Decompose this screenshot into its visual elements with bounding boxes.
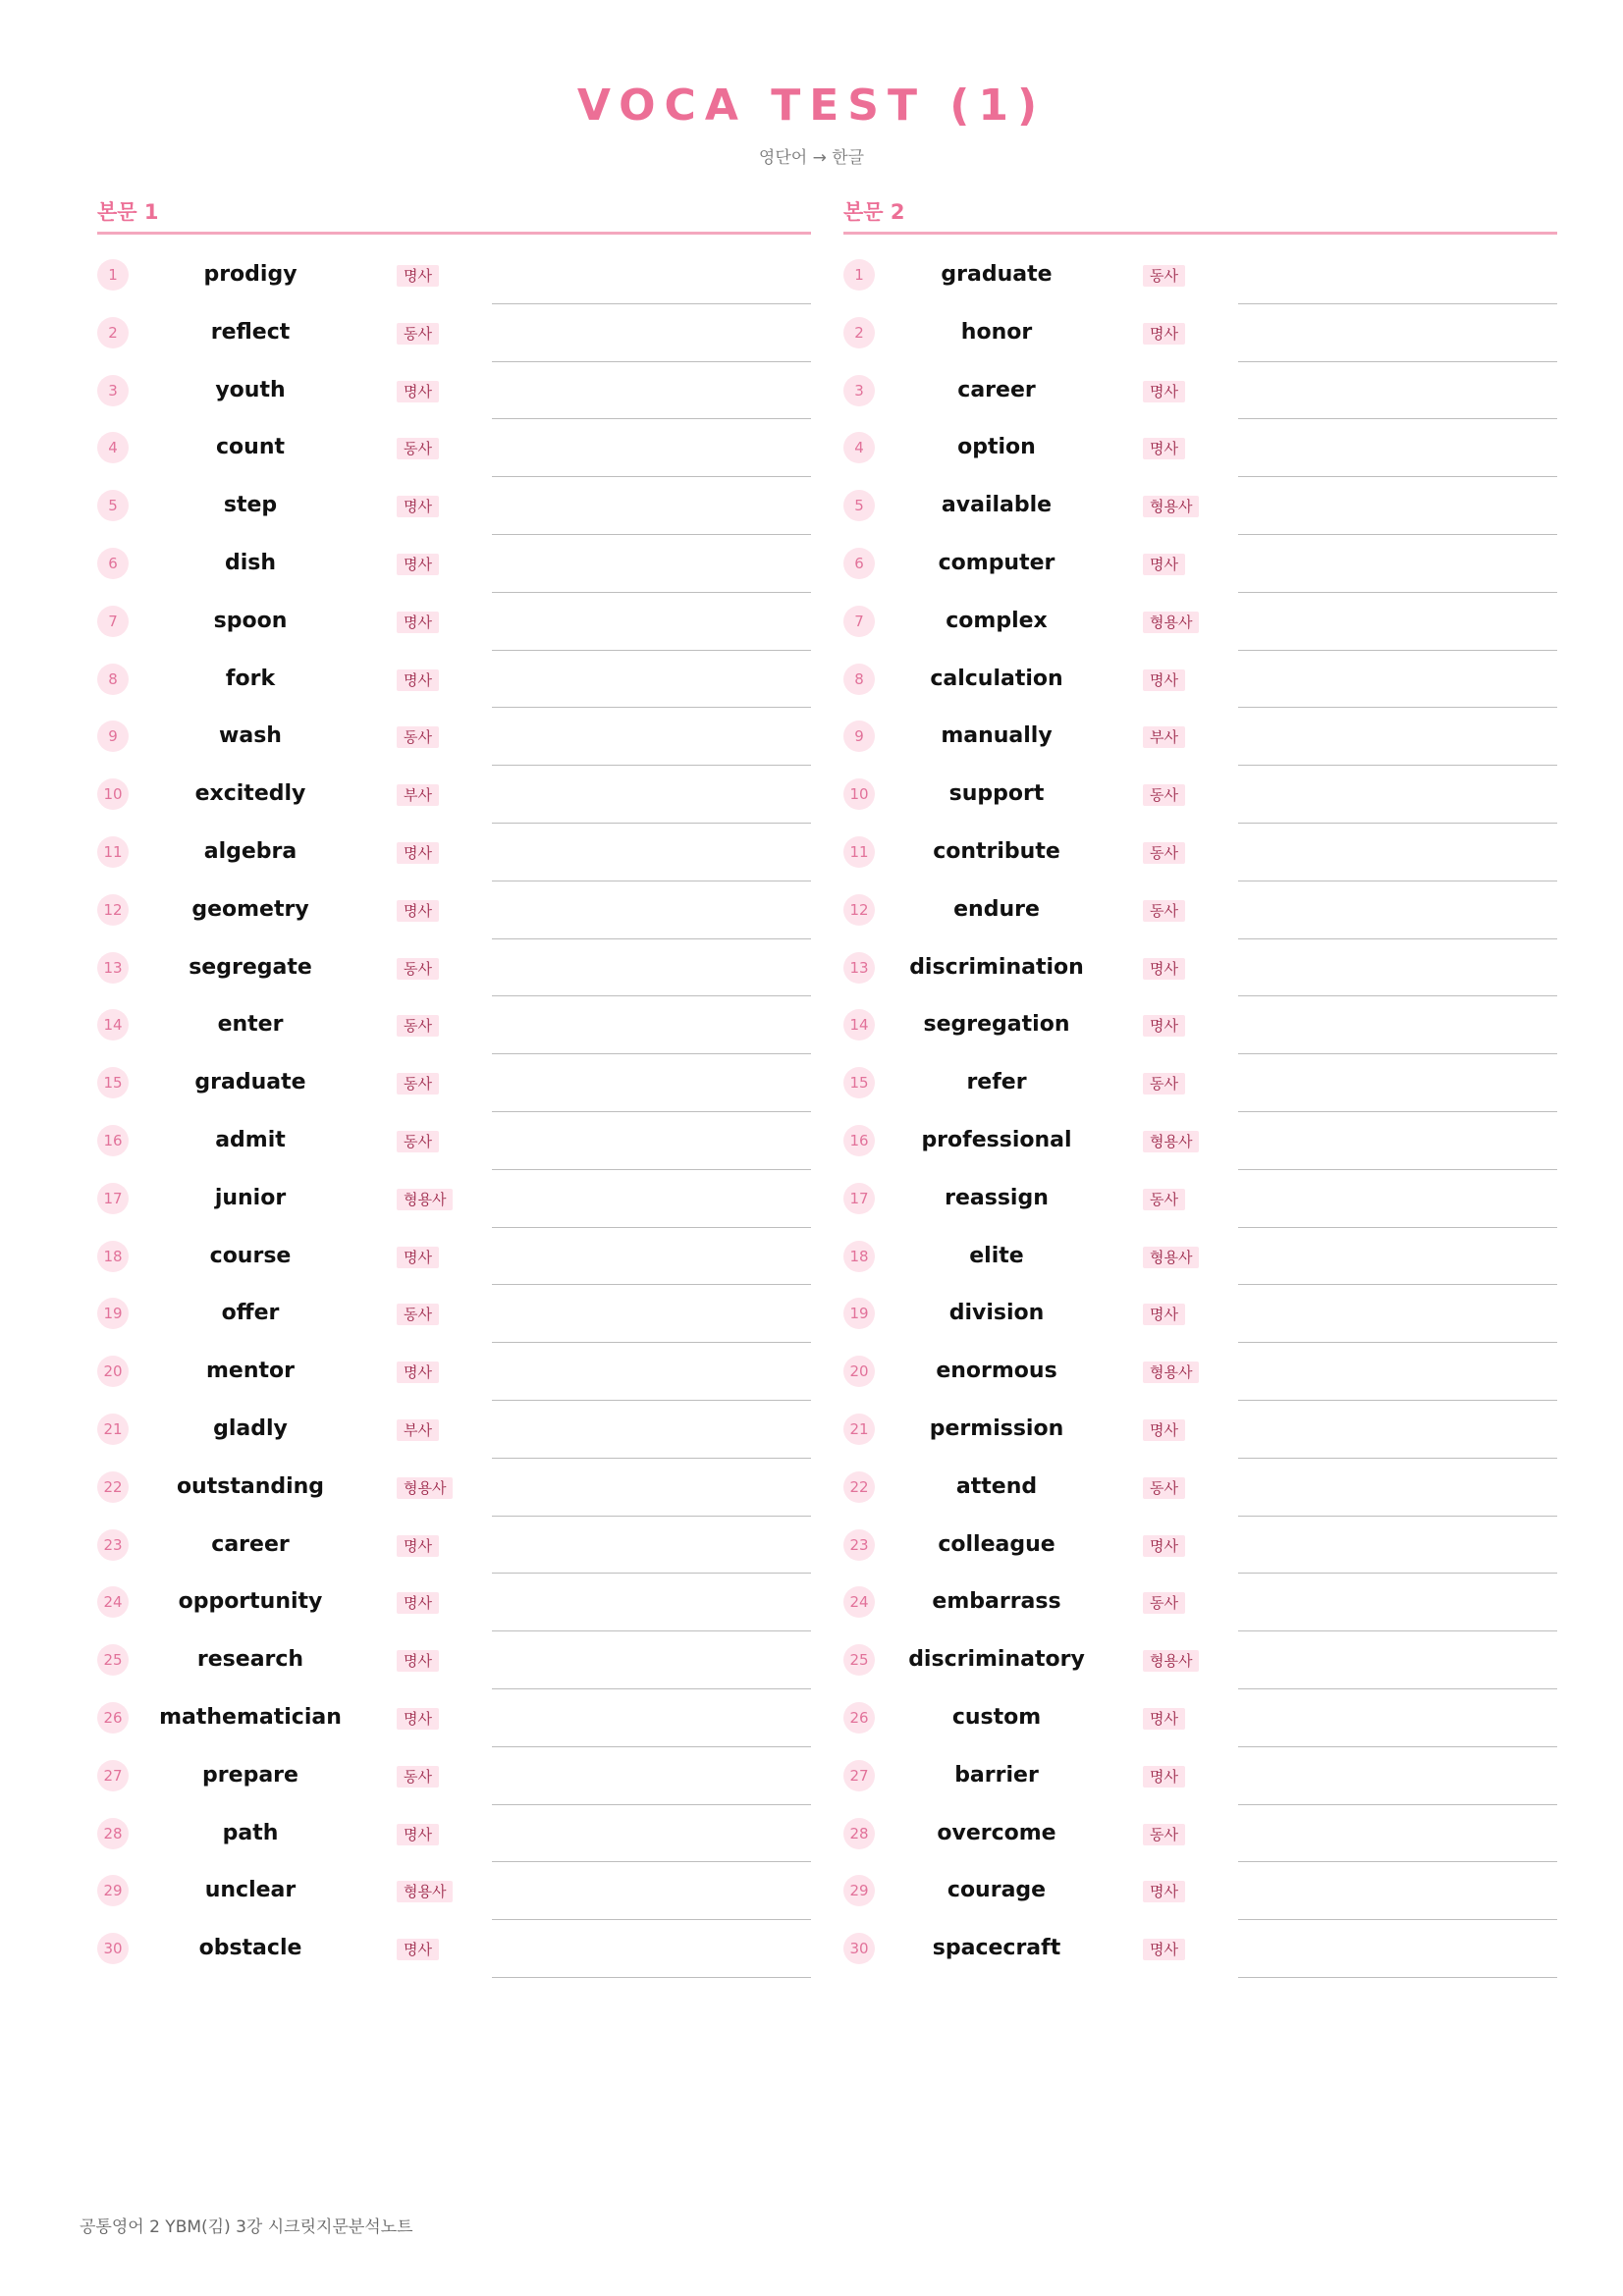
part-of-speech-tag: 명사 — [397, 1939, 439, 1960]
vocab-row — [97, 1343, 811, 1401]
item-number-badge: 11 — [843, 836, 875, 868]
vocab-row — [843, 1747, 1557, 1805]
vocab-row — [97, 1689, 811, 1747]
item-number-badge: 1 — [843, 259, 875, 291]
english-word: computer — [938, 550, 1055, 575]
english-word: complex — [946, 608, 1048, 633]
part-of-speech-tag: 명사 — [397, 1650, 439, 1672]
item-number-badge: 5 — [843, 490, 875, 521]
vocab-row — [97, 939, 811, 997]
vocab-row — [843, 1170, 1557, 1228]
item-number-badge: 5 — [97, 490, 129, 521]
english-word: reflect — [210, 319, 291, 345]
english-word: refer — [966, 1070, 1027, 1095]
english-word: career — [957, 377, 1036, 402]
english-word: manually — [941, 723, 1053, 749]
item-number-badge: 25 — [97, 1644, 129, 1676]
vocab-row — [97, 1401, 811, 1459]
answer-line[interactable] — [492, 1977, 811, 1978]
part-of-speech-tag: 형용사 — [1143, 1131, 1199, 1152]
section-divider — [97, 232, 811, 235]
english-word: wash — [219, 723, 282, 749]
part-of-speech-tag: 동사 — [1143, 1477, 1185, 1499]
item-number-badge: 14 — [97, 1009, 129, 1041]
english-word: spoon — [213, 608, 288, 633]
item-number-badge: 12 — [843, 894, 875, 926]
english-word: colleague — [938, 1531, 1055, 1557]
part-of-speech-tag: 동사 — [1143, 1189, 1185, 1210]
vocab-row — [843, 1689, 1557, 1747]
vocab-row — [843, 1401, 1557, 1459]
part-of-speech-tag: 동사 — [1143, 265, 1185, 287]
english-word: youth — [215, 377, 286, 402]
item-number-badge: 26 — [843, 1702, 875, 1734]
item-number-badge: 4 — [97, 432, 129, 463]
english-word: available — [941, 493, 1053, 518]
vocab-row — [843, 1805, 1557, 1863]
item-number-badge: 24 — [97, 1586, 129, 1618]
english-word: prepare — [202, 1762, 298, 1788]
part-of-speech-tag: 형용사 — [1143, 496, 1199, 517]
part-of-speech-tag: 형용사 — [1143, 1247, 1199, 1268]
part-of-speech-tag: 동사 — [1143, 900, 1185, 922]
part-of-speech-tag: 동사 — [397, 1766, 439, 1788]
part-of-speech-tag: 동사 — [397, 1073, 439, 1095]
english-word: unclear — [204, 1878, 297, 1903]
english-word: outstanding — [176, 1473, 325, 1499]
item-number-badge: 4 — [843, 432, 875, 463]
vocab-row — [97, 1631, 811, 1689]
vocab-row — [97, 824, 811, 881]
vocab-row — [97, 477, 811, 535]
vocab-row — [843, 477, 1557, 535]
vocab-row — [843, 593, 1557, 651]
part-of-speech-tag: 명사 — [397, 554, 439, 575]
vocab-row — [97, 1920, 811, 1978]
vocab-row — [97, 1805, 811, 1863]
vocab-row — [97, 304, 811, 362]
part-of-speech-tag: 명사 — [397, 1708, 439, 1730]
vocab-row — [97, 1285, 811, 1343]
part-of-speech-tag: 형용사 — [1143, 1362, 1199, 1383]
item-number-badge: 18 — [97, 1241, 129, 1272]
section-1 — [97, 196, 811, 1978]
item-number-badge: 29 — [97, 1875, 129, 1906]
english-word: mentor — [206, 1359, 295, 1384]
part-of-speech-tag: 동사 — [1143, 784, 1185, 806]
english-word: support — [948, 781, 1045, 807]
part-of-speech-tag: 동사 — [397, 958, 439, 980]
item-number-badge: 9 — [843, 721, 875, 752]
vocab-row — [97, 1574, 811, 1631]
item-number-badge: 30 — [97, 1933, 129, 1964]
part-of-speech-tag: 형용사 — [397, 1881, 453, 1902]
english-word: discrimination — [909, 954, 1084, 980]
vocab-row — [97, 593, 811, 651]
item-number-badge: 19 — [97, 1298, 129, 1329]
item-number-badge: 20 — [843, 1356, 875, 1387]
item-number-badge: 13 — [843, 952, 875, 984]
vocab-row — [843, 1285, 1557, 1343]
vocab-row — [843, 419, 1557, 477]
vocab-row — [843, 939, 1557, 997]
english-word: admit — [215, 1127, 286, 1152]
english-word: option — [957, 435, 1036, 460]
english-word: graduate — [194, 1070, 306, 1095]
part-of-speech-tag: 명사 — [1143, 554, 1185, 575]
part-of-speech-tag: 동사 — [1143, 1073, 1185, 1095]
item-number-badge: 10 — [843, 778, 875, 810]
english-word: junior — [214, 1185, 287, 1210]
part-of-speech-tag: 명사 — [397, 1824, 439, 1845]
vocab-row — [843, 1862, 1557, 1920]
item-number-badge: 11 — [97, 836, 129, 868]
item-number-badge: 17 — [843, 1183, 875, 1214]
item-number-badge: 9 — [97, 721, 129, 752]
part-of-speech-tag: 명사 — [1143, 1708, 1185, 1730]
vocab-row — [843, 535, 1557, 593]
vocab-row — [843, 1459, 1557, 1517]
vocab-row — [843, 708, 1557, 766]
vocab-row — [843, 766, 1557, 824]
vocab-row — [97, 1747, 811, 1805]
item-number-badge: 10 — [97, 778, 129, 810]
part-of-speech-tag: 명사 — [397, 1362, 439, 1383]
item-number-badge: 3 — [843, 375, 875, 406]
item-number-badge: 7 — [97, 606, 129, 637]
english-word: algebra — [203, 838, 298, 864]
english-word: elite — [969, 1243, 1024, 1268]
part-of-speech-tag: 부사 — [397, 1419, 439, 1441]
english-word: spacecraft — [932, 1936, 1061, 1961]
english-word: opportunity — [178, 1589, 323, 1615]
item-number-badge: 25 — [843, 1644, 875, 1676]
item-number-badge: 26 — [97, 1702, 129, 1734]
english-word: calculation — [930, 666, 1063, 691]
vocab-row — [97, 1054, 811, 1112]
vocab-row — [97, 1228, 811, 1286]
vocab-row — [843, 824, 1557, 881]
item-number-badge: 20 — [97, 1356, 129, 1387]
english-word: contribute — [933, 838, 1060, 864]
english-word: embarrass — [932, 1589, 1061, 1615]
part-of-speech-tag: 명사 — [1143, 381, 1185, 402]
english-word: division — [948, 1301, 1045, 1326]
english-word: attend — [955, 1473, 1038, 1499]
vocab-row — [843, 1112, 1557, 1170]
english-word: geometry — [191, 896, 309, 922]
part-of-speech-tag: 동사 — [1143, 1824, 1185, 1845]
part-of-speech-tag: 형용사 — [1143, 612, 1199, 633]
part-of-speech-tag: 명사 — [397, 669, 439, 691]
vocab-row — [843, 1343, 1557, 1401]
vocab-row — [843, 1517, 1557, 1575]
english-word: path — [222, 1820, 279, 1845]
english-word: graduate — [941, 262, 1053, 287]
part-of-speech-tag: 부사 — [397, 784, 439, 806]
word-list — [97, 246, 811, 1978]
part-of-speech-tag: 명사 — [1143, 1881, 1185, 1902]
item-number-badge: 22 — [97, 1471, 129, 1503]
vocab-row — [97, 1517, 811, 1575]
item-number-badge: 1 — [97, 259, 129, 291]
part-of-speech-tag: 형용사 — [397, 1477, 453, 1499]
part-of-speech-tag: 명사 — [397, 842, 439, 864]
item-number-badge: 15 — [97, 1067, 129, 1098]
item-number-badge: 12 — [97, 894, 129, 926]
part-of-speech-tag: 명사 — [397, 1247, 439, 1268]
page-title: VOCA TEST (1) — [576, 80, 1047, 131]
item-number-badge: 29 — [843, 1875, 875, 1906]
item-number-badge: 6 — [97, 548, 129, 579]
section-divider — [843, 232, 1557, 235]
part-of-speech-tag: 명사 — [1143, 1304, 1185, 1325]
item-number-badge: 6 — [843, 548, 875, 579]
english-word: gladly — [213, 1415, 288, 1441]
english-word: overcome — [937, 1820, 1056, 1845]
english-word: segregate — [189, 954, 312, 980]
part-of-speech-tag: 명사 — [397, 265, 439, 287]
part-of-speech-tag: 명사 — [1143, 438, 1185, 459]
item-number-badge: 2 — [843, 317, 875, 348]
part-of-speech-tag: 명사 — [1143, 958, 1185, 980]
item-number-badge: 13 — [97, 952, 129, 984]
english-word: reassign — [945, 1185, 1049, 1210]
english-word: mathematician — [159, 1704, 342, 1730]
english-word: permission — [929, 1415, 1064, 1441]
english-word: prodigy — [203, 262, 298, 287]
item-number-badge: 27 — [843, 1760, 875, 1791]
english-word: barrier — [954, 1762, 1039, 1788]
item-number-badge: 28 — [843, 1818, 875, 1849]
vocab-row — [843, 1920, 1557, 1978]
part-of-speech-tag: 동사 — [397, 438, 439, 459]
word-list — [843, 246, 1557, 1978]
part-of-speech-tag: 명사 — [397, 1535, 439, 1557]
english-word: enormous — [936, 1359, 1057, 1384]
vocab-row — [843, 1631, 1557, 1689]
part-of-speech-tag: 명사 — [397, 381, 439, 402]
answer-line[interactable] — [1238, 1977, 1557, 1978]
part-of-speech-tag: 명사 — [397, 900, 439, 922]
item-number-badge: 22 — [843, 1471, 875, 1503]
vocab-row — [843, 651, 1557, 709]
vocab-row — [843, 362, 1557, 420]
vocab-row — [97, 535, 811, 593]
part-of-speech-tag: 부사 — [1143, 726, 1185, 748]
english-word: step — [223, 493, 278, 518]
item-number-badge: 7 — [843, 606, 875, 637]
vocab-row — [843, 246, 1557, 304]
item-number-badge: 28 — [97, 1818, 129, 1849]
english-word: custom — [951, 1704, 1042, 1730]
part-of-speech-tag: 명사 — [1143, 1535, 1185, 1557]
english-word: honor — [960, 319, 1033, 345]
english-word: count — [216, 435, 285, 460]
english-word: research — [196, 1647, 304, 1673]
part-of-speech-tag: 명사 — [397, 496, 439, 517]
english-word: dish — [224, 550, 277, 575]
item-number-badge: 14 — [843, 1009, 875, 1041]
part-of-speech-tag: 명사 — [1143, 1419, 1185, 1441]
page-subtitle: 영단어 → 한글 — [758, 148, 865, 168]
vocab-row — [97, 419, 811, 477]
footer-text: 공통영어 2 YBM(김) 3강 시크릿지문분석노트 — [80, 2217, 413, 2237]
item-number-badge: 18 — [843, 1241, 875, 1272]
item-number-badge: 3 — [97, 375, 129, 406]
item-number-badge: 8 — [97, 664, 129, 695]
english-word: segregation — [923, 1012, 1070, 1038]
english-word: endure — [953, 896, 1040, 922]
english-word: offer — [221, 1301, 280, 1326]
english-word: courage — [947, 1878, 1047, 1903]
item-number-badge: 23 — [843, 1529, 875, 1561]
part-of-speech-tag: 형용사 — [397, 1189, 453, 1210]
part-of-speech-tag: 명사 — [397, 1592, 439, 1614]
part-of-speech-tag: 동사 — [1143, 842, 1185, 864]
item-number-badge: 23 — [97, 1529, 129, 1561]
item-number-badge: 21 — [843, 1414, 875, 1445]
item-number-badge: 8 — [843, 664, 875, 695]
vocab-row — [97, 1459, 811, 1517]
vocab-row — [97, 651, 811, 709]
vocab-row — [843, 996, 1557, 1054]
part-of-speech-tag: 동사 — [397, 1131, 439, 1152]
part-of-speech-tag: 동사 — [397, 1015, 439, 1037]
english-word: fork — [225, 666, 276, 691]
item-number-badge: 17 — [97, 1183, 129, 1214]
item-number-badge: 2 — [97, 317, 129, 348]
part-of-speech-tag: 명사 — [1143, 1015, 1185, 1037]
item-number-badge: 16 — [843, 1125, 875, 1156]
part-of-speech-tag: 명사 — [1143, 1939, 1185, 1960]
section-2 — [843, 196, 1557, 1978]
part-of-speech-tag: 명사 — [1143, 1766, 1185, 1788]
english-word: obstacle — [198, 1936, 302, 1961]
item-number-badge: 16 — [97, 1125, 129, 1156]
vocab-row — [97, 708, 811, 766]
item-number-badge: 30 — [843, 1933, 875, 1964]
english-word: professional — [921, 1127, 1072, 1152]
english-word: discriminatory — [908, 1647, 1085, 1673]
vocab-row — [843, 881, 1557, 939]
english-word: course — [209, 1243, 292, 1268]
item-number-badge: 15 — [843, 1067, 875, 1098]
vocab-row — [97, 996, 811, 1054]
item-number-badge: 24 — [843, 1586, 875, 1618]
vocab-row — [97, 362, 811, 420]
vocab-row — [97, 1112, 811, 1170]
vocab-row — [97, 881, 811, 939]
vocab-row — [97, 1170, 811, 1228]
part-of-speech-tag: 동사 — [397, 726, 439, 748]
english-word: excitedly — [194, 781, 306, 807]
vocab-row — [97, 766, 811, 824]
item-number-badge: 19 — [843, 1298, 875, 1329]
english-word: career — [211, 1531, 290, 1557]
section-title: 본문 1 — [97, 200, 159, 224]
item-number-badge: 21 — [97, 1414, 129, 1445]
part-of-speech-tag: 명사 — [1143, 323, 1185, 345]
vocab-row — [97, 1862, 811, 1920]
part-of-speech-tag: 형용사 — [1143, 1650, 1199, 1672]
vocab-row — [843, 1228, 1557, 1286]
vocab-row — [843, 1054, 1557, 1112]
part-of-speech-tag: 동사 — [397, 323, 439, 345]
part-of-speech-tag: 동사 — [397, 1304, 439, 1325]
part-of-speech-tag: 동사 — [1143, 1592, 1185, 1614]
item-number-badge: 27 — [97, 1760, 129, 1791]
english-word: enter — [217, 1012, 284, 1038]
vocab-row — [843, 304, 1557, 362]
section-title: 본문 2 — [843, 200, 905, 224]
part-of-speech-tag: 명사 — [397, 612, 439, 633]
vocab-row — [97, 246, 811, 304]
part-of-speech-tag: 명사 — [1143, 669, 1185, 691]
vocab-row — [843, 1574, 1557, 1631]
